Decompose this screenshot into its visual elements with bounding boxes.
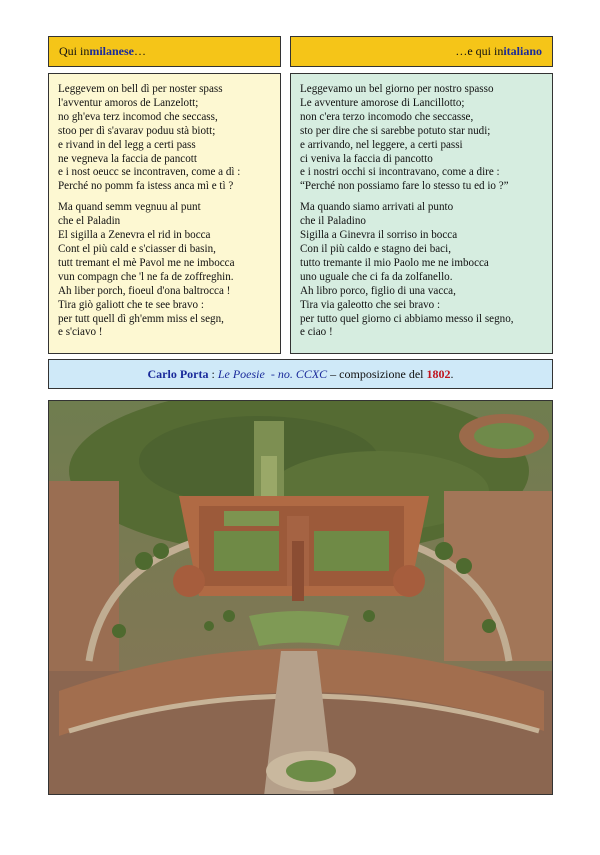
verse-line: che el Paladin [58,215,121,228]
verse-line: vun compagn che 'l ne fa de zoffreghin. [58,270,234,283]
verse-line: non c'era terzo incomodo che seccasse, [300,110,474,123]
verse-line: ne vegneva la faccia de pancott [58,152,197,165]
verse-line: Sigilla a Ginevra il sorriso in bocca [300,229,458,242]
verse-line: Cont el più cald e s'ciasser di basin, [58,242,216,255]
stanza [58,201,270,340]
verse-line: Tira giò galiott che te see bravo : [58,298,204,311]
header-milanese [48,36,281,67]
verse-line: Le avventure amorose di Lancillotto; [300,96,465,109]
verse-line: l'avventur amoros de Lanzelott; [58,96,199,109]
verse-line: Ah libro porco, figlio di una vacca, [300,284,456,297]
verse-line: Ma quando siamo arrivati al punto [300,201,454,214]
header-milanese-prefix: Qui in [59,44,90,58]
caption-dash: - no. [264,366,296,381]
poem-italiano [290,73,553,354]
verse-line: e ciao ! [300,326,333,339]
verse-line: “Perché non possiamo fare lo stesso tu ed io ?” [300,180,509,193]
verse-line: ci veniva la faccia di pancotto [300,152,433,165]
verse-line: stoo per dì s'avarav poduu stà biott; [58,124,216,137]
caption-year: 1802 [426,366,451,381]
verse-line: no gh'eva terz incomod che seccass, [58,110,218,123]
stanza [300,201,542,340]
caption-end: . [450,366,454,381]
stanza [300,83,542,194]
verse-line: e i nost oeucc se incontraven, come a dì : [58,166,241,179]
verse-line: per tutt quell dì gh'emm miss el segn, [58,312,224,325]
verse-line: tutt tremant el mè Pavol me ne imbocca [58,256,235,269]
header-italiano-bold: italiano [503,44,542,58]
verse-line: Leggevamo un bel giorno per nostro spasso [300,83,494,95]
verse-line: Leggevem on bell dì per noster spass [58,83,223,95]
verse-line: Con il più caldo e stagno dei baci, [300,242,451,255]
caption-middle: – composizione del [327,366,427,381]
verse-line: Ah liber porch, fioeul d'ona baltrocca ! [58,284,231,297]
poem-caption [48,359,553,389]
verse-line: e rivand in del legg a certi pass [58,138,196,151]
verse-line: e arrivando, nel leggere, a certi passi [300,138,463,151]
castle-aerial-photo [48,400,553,795]
header-italiano-prefix: …e qui in [455,44,504,58]
caption-work: Le Poesie [217,366,265,381]
caption-number: CCXC [295,366,328,381]
header-milanese-suffix: … [134,44,147,58]
caption-sep: : [208,366,218,381]
verse-line: che il Paladino [300,215,366,228]
header-milanese-bold: milanese [89,44,135,58]
verse-line: e s'ciavo ! [58,326,103,339]
verse-line: e i nostri occhi si incontravano, come a dire : [300,166,500,179]
header-italiano [290,36,553,67]
verse-line: per tutto quel giorno ci abbiamo messo il segno, [300,312,514,325]
verse-line: Tira via galeotto che sei bravo : [300,298,441,311]
verse-line: Ma quand semm vegnuu al punt [58,201,201,214]
verse-line: El sigilla a Zenevra el rid in bocca [58,229,211,242]
poem-milanese [48,73,281,354]
stanza [58,83,270,194]
caption-author: Carlo Porta [147,366,209,381]
verse-line: uno uguale che ci fa da zolfanello. [300,270,453,283]
verse-line: sto per dire che si sarebbe potuto star nudi; [300,124,491,137]
verse-line: tutto tremante il mio Paolo me ne imbocca [300,256,489,269]
verse-line: Perché no pomm fa istess anca mì e tì ? [58,180,234,193]
